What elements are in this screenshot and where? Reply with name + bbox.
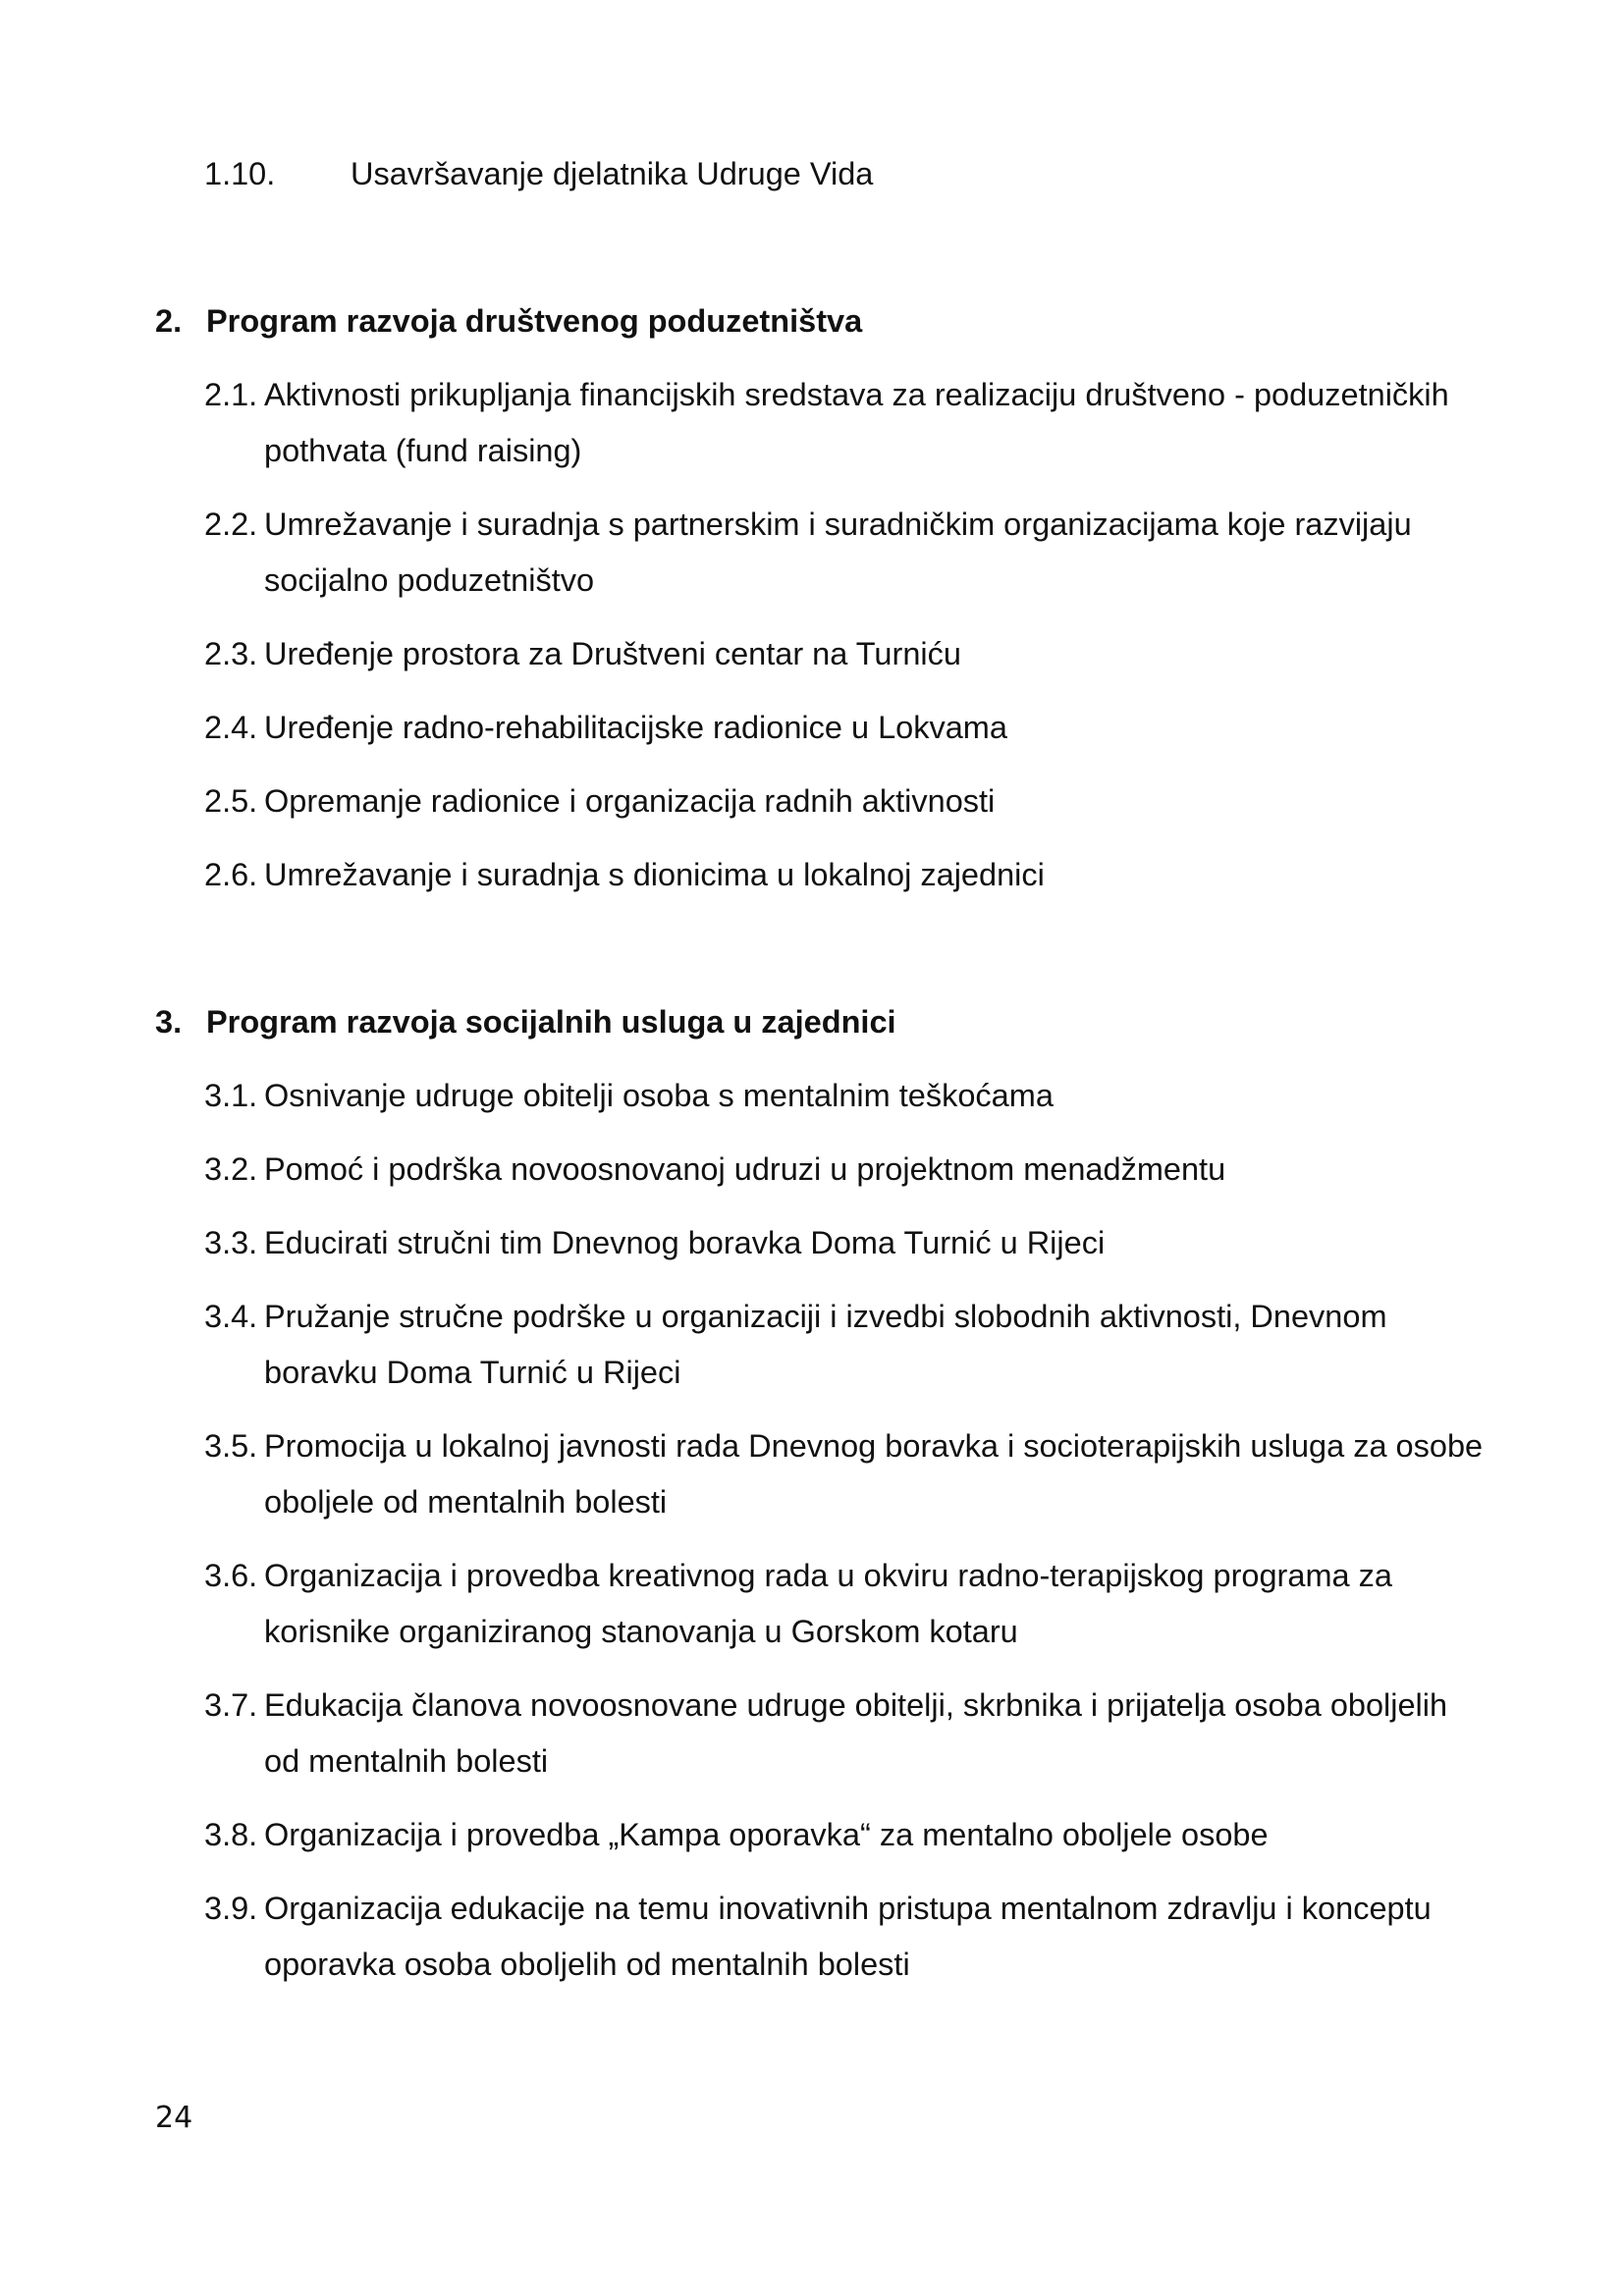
item-text: Usavršavanje djelatnika Udruge Vida [351,156,874,191]
item-text: Organizacija i provedba kreativnog rada u okviru radno-terapijskog programa za korisnike organiziranog stanovanja u Gorskom kotaru [264,1558,1392,1649]
item-number: 3.1. [204,1078,258,1113]
section-heading [0,294,1623,349]
list-item [0,1215,1623,1271]
list-item [0,367,1623,479]
section-title: Program razvoja društvenog poduzetništva [206,303,863,339]
list-item [0,1418,1623,1530]
item-text: Osnivanje udruge obitelji osoba s mentalnim teškoćama [264,1078,1054,1113]
list-item [0,1289,1623,1401]
list-item [0,1807,1623,1863]
item-number: 3.9. [204,1891,258,1926]
item-number: 3.2. [204,1151,258,1187]
section-3 [0,994,1623,2010]
list-item [0,700,1623,756]
item-text: Umrežavanje i suradnja s dionicima u lokalnoj zajednici [264,857,1045,892]
sub-list [0,1068,1623,1993]
section-number: 2. [155,303,183,339]
item-text: Uređenje prostora za Društveni centar na Turniću [264,636,961,671]
sub-list [0,367,1623,903]
list-item [0,847,1623,903]
list-item [0,1678,1623,1789]
item-number: 2.2. [204,507,258,542]
item-number: 2.5. [204,783,258,819]
item-number: 2.3. [204,636,258,671]
item-text: Promocija u lokalnoj javnosti rada Dnevnog boravka i socioterapijskih usluga za osobe oboljele od mentalnih bolesti [264,1428,1484,1520]
item-number: 2.4. [204,710,258,745]
item-text: Aktivnosti prikupljanja financijskih sredstava za realizaciju društveno - poduzetničkih pothvata (fund raising) [264,377,1449,468]
item-text: Pomoć i podrška novoosnovanoj udruzi u projektnom menadžmentu [264,1151,1226,1187]
item-text: Educirati stručni tim Dnevnog boravka Doma Turnić u Rijeci [264,1225,1106,1260]
section-2 [0,294,1623,921]
item-text: Opremanje radionice i organizacija radnih aktivnosti [264,783,996,819]
list-item [0,1142,1623,1198]
item-text: Edukacija članova novoosnovane udruge obitelji, skrbnika i prijatelja osoba oboljelih od mentalnih bolesti [264,1687,1448,1779]
item-number: 3.7. [204,1687,258,1723]
section-number: 3. [155,1004,183,1040]
item-number: 3.5. [204,1428,258,1464]
list-item [0,497,1623,609]
item-text: Organizacija i provedba „Kampa oporavka“ za mentalno oboljele osobe [264,1817,1269,1852]
item-number: 3.3. [204,1225,258,1260]
page-number: 24 [155,2101,193,2135]
item-number: 3.6. [204,1558,258,1593]
item-text: Pružanje stručne podrške u organizaciji i izvedbi slobodnih aktivnosti, Dnevnom boravku Doma Turnić u Rijeci [264,1299,1387,1390]
list-item [0,1881,1623,1993]
list-item [0,774,1623,829]
list-item-1-10 [0,146,1623,202]
section-title: Program razvoja socijalnih usluga u zajednici [206,1004,896,1040]
list-item [0,626,1623,682]
list-item [0,1548,1623,1660]
section-heading [0,994,1623,1050]
list-item [0,1068,1623,1124]
item-number: 3.8. [204,1817,258,1852]
item-number: 2.6. [204,857,258,892]
item-text: Uređenje radno-rehabilitacijske radionice u Lokvama [264,710,1007,745]
item-text: Organizacija edukacije na temu inovativnih pristupa mentalnom zdravlju i konceptu oporavka osoba oboljelih od mentalnih bolesti [264,1891,1432,1982]
item-number: 3.4. [204,1299,258,1334]
item-number: 1.10. [204,156,276,191]
item-text: Umrežavanje i suradnja s partnerskim i suradničkim organizacijama koje razvijaju socijalno poduzetništvo [264,507,1412,598]
item-number: 2.1. [204,377,258,412]
